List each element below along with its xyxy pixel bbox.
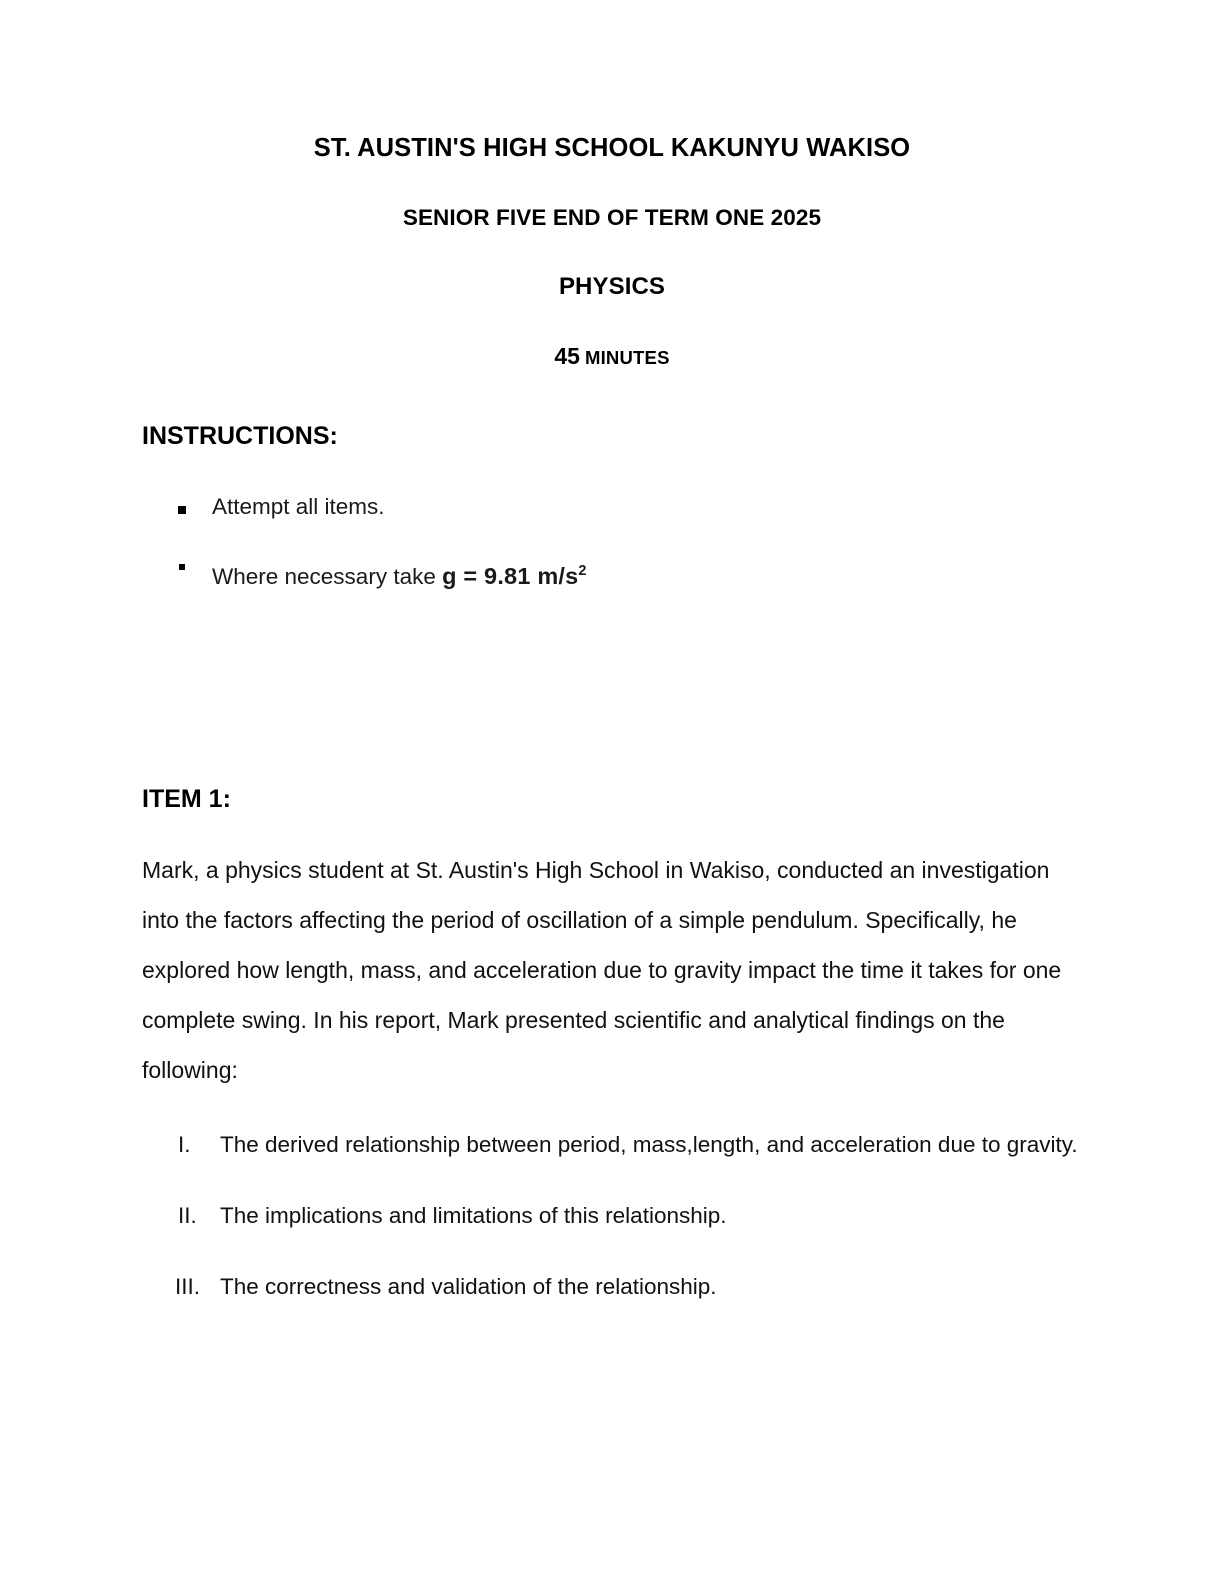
square-bullet-small-icon xyxy=(179,564,185,570)
sub-point-item xyxy=(142,1262,1082,1312)
exam-session-title: SENIOR FIVE END OF TERM ONE 2025 xyxy=(402,204,822,230)
formula-superscript: 2 xyxy=(578,562,587,579)
sub-point-label: The implications and limitations of this relationship. xyxy=(220,1203,727,1229)
sub-point-marker: III. xyxy=(175,1274,201,1300)
instructions-list xyxy=(142,493,1082,590)
document-header xyxy=(142,0,1082,370)
item-1-body-text: Mark, a physics student at St. Austin's High School in Wakiso, conducted an investigation into the factors affecting the period of oscillation of a simple pendulum. Specifically, he explored how length, mass, and acceleration due to gravity impact the time it takes for one complete swing. In his report, Mark presented scientific and analytical findings on the following: xyxy=(142,857,1062,1084)
document-content xyxy=(142,0,1082,1312)
subject-title: PHYSICS xyxy=(558,273,666,300)
school-name: ST. AUSTIN'S HIGH SCHOOL KAKUNYU WAKISO xyxy=(313,134,911,162)
sub-point-item xyxy=(142,1191,1082,1241)
instruction-item-label: Attempt all items. xyxy=(212,493,385,519)
instruction-item xyxy=(142,493,1082,520)
sub-point-item xyxy=(142,1120,1082,1170)
square-bullet-icon xyxy=(178,506,186,514)
instruction-item-label: Where necessary take xyxy=(212,563,443,589)
sub-point-marker: II. xyxy=(178,1203,197,1229)
duration-unit: MINUTES xyxy=(584,347,670,368)
sub-point-label: The derived relationship between period, mass,length, and acceleration due to gravity. xyxy=(220,1132,1078,1158)
item-1-heading: ITEM 1: xyxy=(142,784,231,813)
duration-value: 45 xyxy=(554,343,580,369)
sub-point-label: The correctness and validation of the relationship. xyxy=(220,1274,717,1300)
gravity-formula xyxy=(442,563,587,589)
formula-base: g = 9.81 m/s xyxy=(442,562,579,589)
instruction-item xyxy=(142,562,1082,590)
instructions-heading: INSTRUCTIONS: xyxy=(142,422,338,450)
sub-point-marker: I. xyxy=(178,1132,191,1158)
item-1-sub-points-list xyxy=(142,1120,1082,1312)
exam-duration xyxy=(142,343,1082,370)
